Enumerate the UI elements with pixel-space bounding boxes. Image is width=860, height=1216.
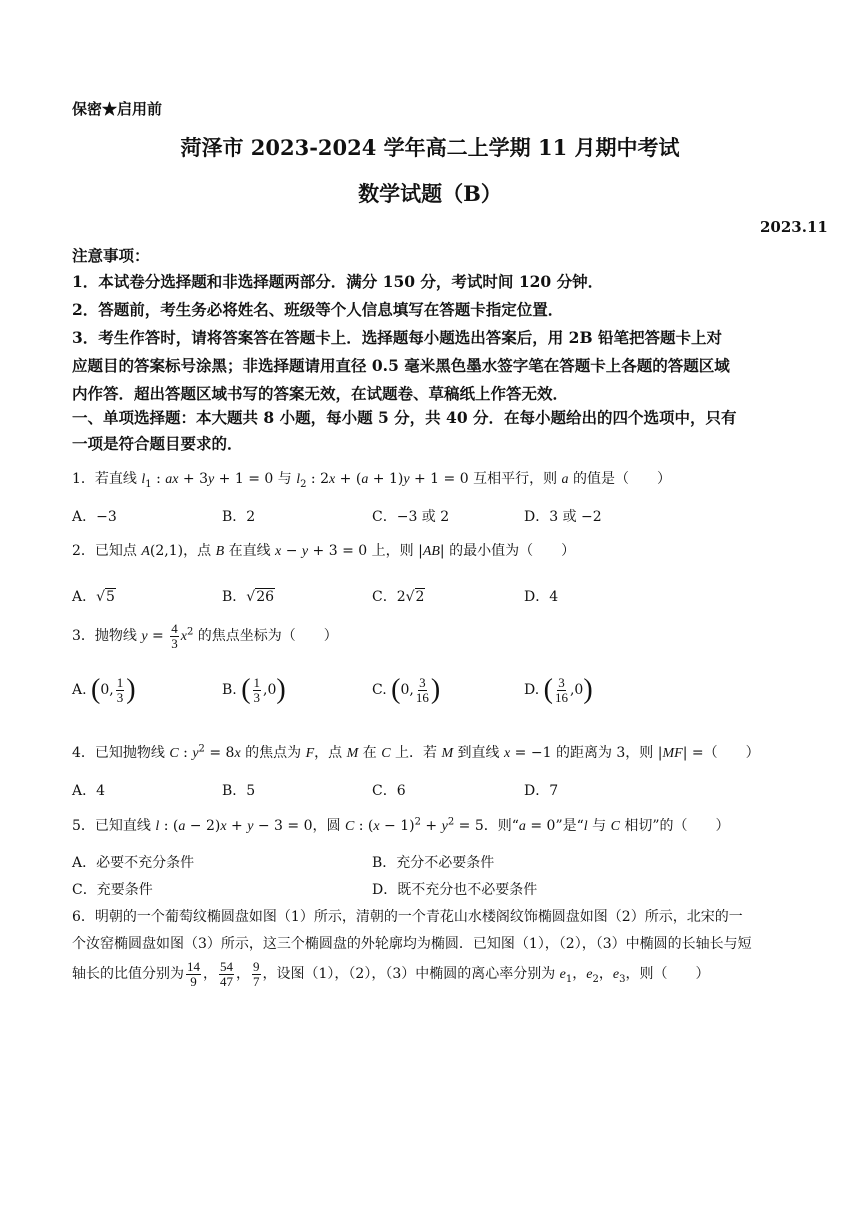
q4-option-d: D．7 (524, 783, 559, 799)
q2-option-a-label: A． (72, 589, 97, 605)
note-2: 2．答题前，考生务必将姓名、班级等个人信息填写在答题卡指定位置． (72, 300, 564, 319)
q3-option-c-label: C. (372, 682, 387, 698)
question-3-stem: 3．抛物线 y = $\frac{4}{3}$ $x^2$ 的焦点坐标为（ ） (72, 621, 338, 651)
q1-option-a: A．−3 (72, 509, 117, 525)
q3-option-a-label: A. (72, 682, 87, 698)
q4-option-c: C．6 (372, 783, 406, 799)
note-1: 1．本试卷分选择题和非选择题两部分．满分 150 分，考试时间 120 分钟． (72, 272, 604, 291)
q3-option-b: B. ( $\frac{1}{3}$ ,0) (222, 674, 286, 705)
q5-option-d: D．既不充分也不必要条件 (372, 882, 538, 898)
q5-option-c: C．充要条件 (72, 882, 153, 898)
note-3-line1: 3．考生作答时，请将答案答在答题卡上．选择题每小题选出答案后，用 2B 铅笔把答题卡上对 (72, 328, 722, 347)
notes-heading: 注意事项： (72, 246, 150, 265)
q1-option-c: C．−3 或 2 (372, 509, 450, 525)
question-6-line1: 6．明朝的一个葡萄纹椭圆盘如图（1）所示，清朝的一个青花山水楼阁纹饰椭圆盘如图（2）所示，北宋的一 (72, 909, 743, 925)
q2-option-b-label: B． (222, 589, 247, 605)
q2-option-c-label: C． (372, 589, 397, 605)
question-1-stem: 1．若直线 $l_1$ : ax + 3y + 1 = 0 与 $l_2$ : 2x + (a + 1)y + 1 = 0 互相平行，则 a 的值是（ ） (72, 471, 671, 490)
question-6-line3: 轴长的比值分别为 $\frac{14}{9}$ ， $\frac{54}{47}$ ， $\frac{9}{7}$ ，设图（1），（2），（3）中椭圆的离心率分别为 $e_1$，$e_2$，$e_3$，则（ ） (72, 959, 710, 989)
q3-option-d-label: D. (524, 682, 540, 698)
question-4-stem: 4．已知抛物线 C : $y^2 = 8x$ 的焦点为 F，点 M 在 C 上．若 M 到直线 x = −1 的距离为 3，则 |MF| =（ ） (72, 743, 760, 761)
exam-date: 2023.11 (760, 218, 828, 236)
note-3-line3: 内作答．超出答题区域书写的答案无效，在试题卷、草稿纸上作答无效． (72, 384, 569, 403)
exam-title: 菏泽市 2023-2024 学年高二上学期 11 月期中考试 (180, 135, 680, 160)
q5-option-a: A．必要不充分条件 (72, 855, 195, 871)
q2-option-b: B．√26 (222, 589, 275, 605)
exam-subtitle: 数学试题（B） (358, 181, 502, 206)
section1-heading: 一、单项选择题：本大题共 8 小题，每小题 5 分，共 40 分．在每小题给出的四个选项中，只有 (72, 408, 737, 427)
question-5-stem: 5．已知直线 l : (a − 2)x + y − 3 = 0，圆 C : $(x - 1)^2 + y^2 = 5$．则“a = 0”是“l 与 C 相切”的（ ） (72, 816, 730, 834)
q3-option-a: A. (0, $\frac{1}{3}$ ) (72, 674, 136, 705)
q3-option-c: C. (0, $\frac{3}{16}$ ) (372, 674, 441, 705)
question-2-stem: 2．已知点 A(2,1)，点 B 在直线 x − y + 3 = 0 上，则 |AB| 的最小值为（ ） (72, 543, 576, 559)
note-3-line2: 应题目的答案标号涂黑；非选择题请用直径 0.5 毫米黑色墨水签字笔在答题卡上各题的答题区域 (72, 356, 730, 375)
question-6-line2: 个汝窑椭圆盘如图（3）所示，这三个椭圆盘的外轮廓均为椭圆．已知图（1），（2），（3）中椭圆的长轴长与短 (72, 936, 752, 952)
q1-option-d: D．3 或 −2 (524, 509, 602, 525)
q2-option-d: D．4 (524, 589, 559, 605)
q2-option-c: C．2√2 (372, 589, 425, 605)
section1-heading-cont: 一项是符合题目要求的． (72, 434, 243, 453)
q1-option-b: B．2 (222, 509, 256, 525)
q2-option-a: A．√5 (72, 589, 115, 605)
q4-option-a: A．4 (72, 783, 106, 799)
confidential-mark: 保密★启用前 (72, 100, 163, 118)
q4-option-b: B．5 (222, 783, 256, 799)
q3-option-b-label: B. (222, 682, 237, 698)
q3-option-d: D. ( $\frac{3}{16}$ ,0) (524, 674, 593, 705)
q5-option-b: B．充分不必要条件 (372, 855, 495, 871)
